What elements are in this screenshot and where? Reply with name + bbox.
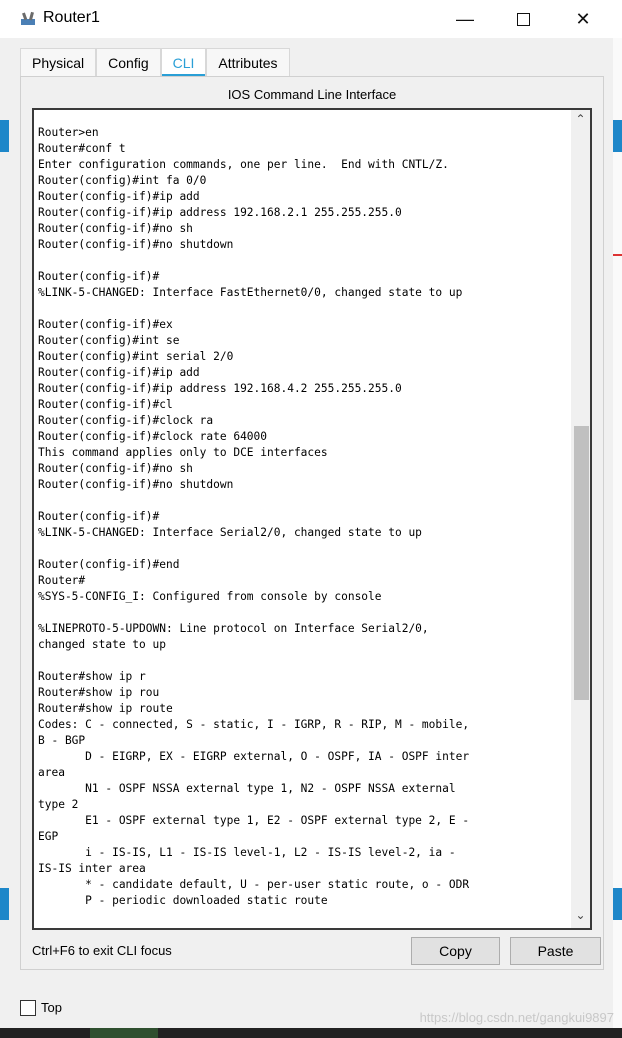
cli-focus-hint: Ctrl+F6 to exit CLI focus xyxy=(32,943,172,958)
copy-button[interactable]: Copy xyxy=(411,937,500,965)
router-app-icon xyxy=(20,10,38,28)
background-strip xyxy=(0,888,9,920)
tab-label: Attributes xyxy=(218,55,278,71)
background-strip xyxy=(0,120,9,152)
top-checkbox-label: Top xyxy=(41,1000,62,1015)
tab-label: CLI xyxy=(172,55,195,71)
background-strip xyxy=(613,888,622,920)
minimize-icon[interactable]: — xyxy=(456,8,474,29)
tab-cli[interactable] xyxy=(161,48,207,77)
window-title: Router1 xyxy=(43,9,100,26)
maximize-icon[interactable] xyxy=(494,0,552,38)
tab-bar xyxy=(20,48,290,76)
top-checkbox[interactable] xyxy=(20,1000,36,1016)
tab-attributes[interactable] xyxy=(206,48,289,77)
watermark: https://blog.csdn.net/gangkui9897 xyxy=(419,1010,614,1025)
window-body xyxy=(9,38,613,1028)
scroll-up-icon[interactable]: ⌃ xyxy=(575,112,586,126)
tab-label: Physical xyxy=(32,55,85,71)
cli-console[interactable] xyxy=(32,108,592,930)
tab-physical[interactable] xyxy=(20,48,96,77)
console-output[interactable]: Router>en Router#conf t Enter configuration commands, one per line. End with CNTL/Z. Router(config)#int fa 0/0 Router(config-if)#ip add Router(config-if)#ip address 192.168.2.1 255.255.255.0 Router(config-if)#no sh Router(config-if)#no shutdown Router(config-if)# %LINK-5-CHANGED: Interface FastEthernet0/0, changed state to up Router(config-if)#ex Router(config)#int se Router(config)#int serial 2/0 Router(config-if)#ip add Router(config-if)#ip address 192.168.4.2 255.255.255.0 Router(config-if)#cl Router(config-if)#clock ra Router(config-if)#clock rate 64000 This command applies only to DCE interfaces Router(config-if)#no sh Router(config-if)#no shutdown Router(config-if)# %LINK-5-CHANGED: Interface Serial2/0, changed state to up Router(config-if)#end Router# %SYS-5-CONFIG_I: Configured from console by console %LINEPROTO-5-UPDOWN: Line protocol on Interface Serial2/0, changed state to up Router#show ip r Router#show ip rou Router#show ip route Codes: C - connected, S - static, I - IGRP, R - RIP, M - mobile, B - BGP D - EIGRP, EX - EIGRP external, O - OSPF, IA - OSPF inter area N1 - OSPF NSSA external type 1, N2 - OSPF NSSA external type 2 E1 - OSPF external type 1, E2 - OSPF external type 2, E - EGP i - IS-IS, L1 - IS-IS level-1, L2 - IS-IS level-2, ia - IS-IS inter area * - candidate default, U - per-user static route, o - ODR P - periodic downloaded static route xyxy=(38,126,470,907)
taskbar-item xyxy=(90,1028,158,1038)
panel-title: IOS Command Line Interface xyxy=(227,87,397,102)
console-scrollbar[interactable] xyxy=(571,110,590,928)
background-strip xyxy=(613,120,622,152)
scroll-thumb[interactable] xyxy=(574,426,589,700)
tab-label: Config xyxy=(108,55,149,71)
close-icon[interactable]: ✕ xyxy=(575,8,591,29)
scroll-down-icon[interactable]: ⌄ xyxy=(575,908,586,922)
background-link-line xyxy=(613,254,622,256)
tab-config[interactable] xyxy=(96,48,160,77)
title-bar xyxy=(0,0,622,38)
cli-panel xyxy=(20,76,604,970)
paste-button[interactable]: Paste xyxy=(510,937,601,965)
